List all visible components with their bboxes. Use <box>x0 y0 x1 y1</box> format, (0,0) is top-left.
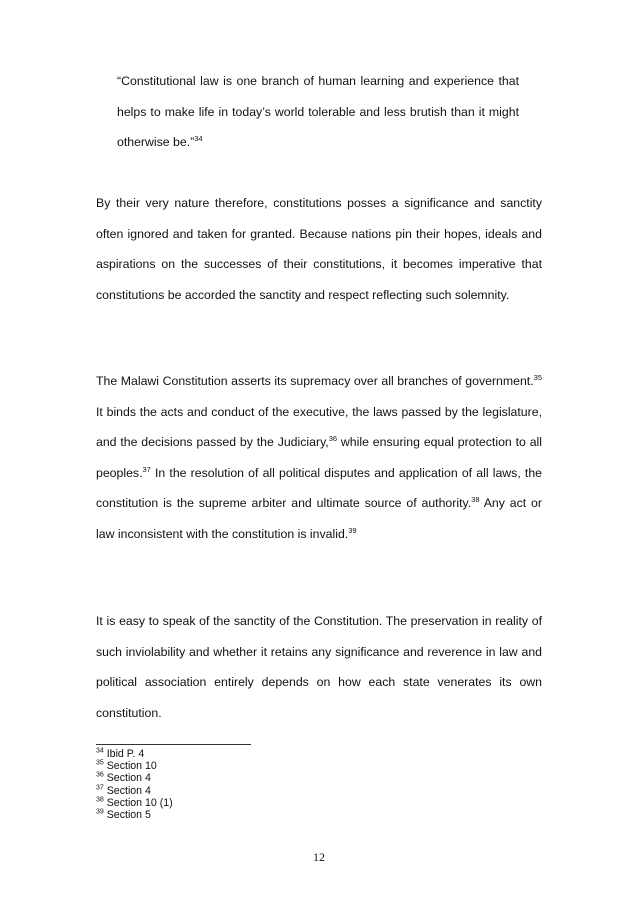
footnote-ref-34: 34 <box>194 133 203 143</box>
quote-text: “Constitutional law is one branch of human learning and experience that helps to make life in today’s world tolerable and less brutish than it might otherwise be.” <box>117 74 519 149</box>
footnote-ref-36: 36 <box>328 433 338 443</box>
footnote-number: 36 <box>96 771 104 779</box>
footnote-number: 37 <box>96 784 104 792</box>
footnote-ref-38: 38 <box>471 494 480 504</box>
footnote-item <box>96 772 173 784</box>
sentence: while ensuring equal protection to all peoples. <box>96 435 543 480</box>
footnote-number: 34 <box>96 747 104 755</box>
block-quote <box>117 66 519 158</box>
footnote-item <box>96 785 173 797</box>
footnote-text: Section 10 <box>103 760 157 773</box>
footnote-text: Ibid P. 4 <box>103 748 145 760</box>
footnote-text: Section 4 <box>103 772 151 785</box>
sentence: In the resolution of all political disputes and application of all laws, the constitution is the supreme arbiter and ultimate source of authority. <box>96 465 542 510</box>
footnote-text: Section 5 <box>103 809 151 822</box>
paragraph-sanctity: By their very nature therefore, constitutions posses a significance and sanctity often ignored and taken for granted. Because nations pin their hopes, ideals and aspirations on the successes of their constitutions, it becomes imperative that constitutions be accorded the sanctity and respect reflecting such solemnity. <box>96 196 542 302</box>
footnote-ref-37: 37 <box>142 464 151 474</box>
footnote-text: Section 4 <box>103 784 151 797</box>
footnote-ref-39: 39 <box>348 525 357 535</box>
footnote-item <box>96 797 173 809</box>
footnote-item <box>96 760 173 772</box>
footnote-number: 35 <box>96 759 104 767</box>
footnote-number: 39 <box>96 808 104 816</box>
sentence: The Malawi Constitution asserts its supremacy over all branches of government. <box>96 374 534 388</box>
footnote-ref-35: 35 <box>533 372 542 382</box>
footnotes-list <box>96 748 173 821</box>
paragraph-preservation: It is easy to speak of the sanctity of the Constitution. The preservation in reality of such inviolability and whether it retains any significance and reverence in law and political association entirely depends on how each state venerates its own constitution. <box>96 614 542 720</box>
footnote-item <box>96 809 173 821</box>
footnote-divider <box>96 744 251 745</box>
paragraph-supremacy <box>96 366 542 549</box>
footnote-item <box>96 748 173 760</box>
footnote-number: 38 <box>96 796 104 804</box>
page-number: 12 <box>313 850 325 864</box>
sentence: It binds the acts and conduct of the executive, the laws passed by the legislature, and the decisions passed by the Judiciary, <box>96 404 542 449</box>
footnote-text: Section 10 (1) <box>103 796 173 809</box>
sentence: Any act or law inconsistent with the constitution is invalid. <box>96 496 542 541</box>
